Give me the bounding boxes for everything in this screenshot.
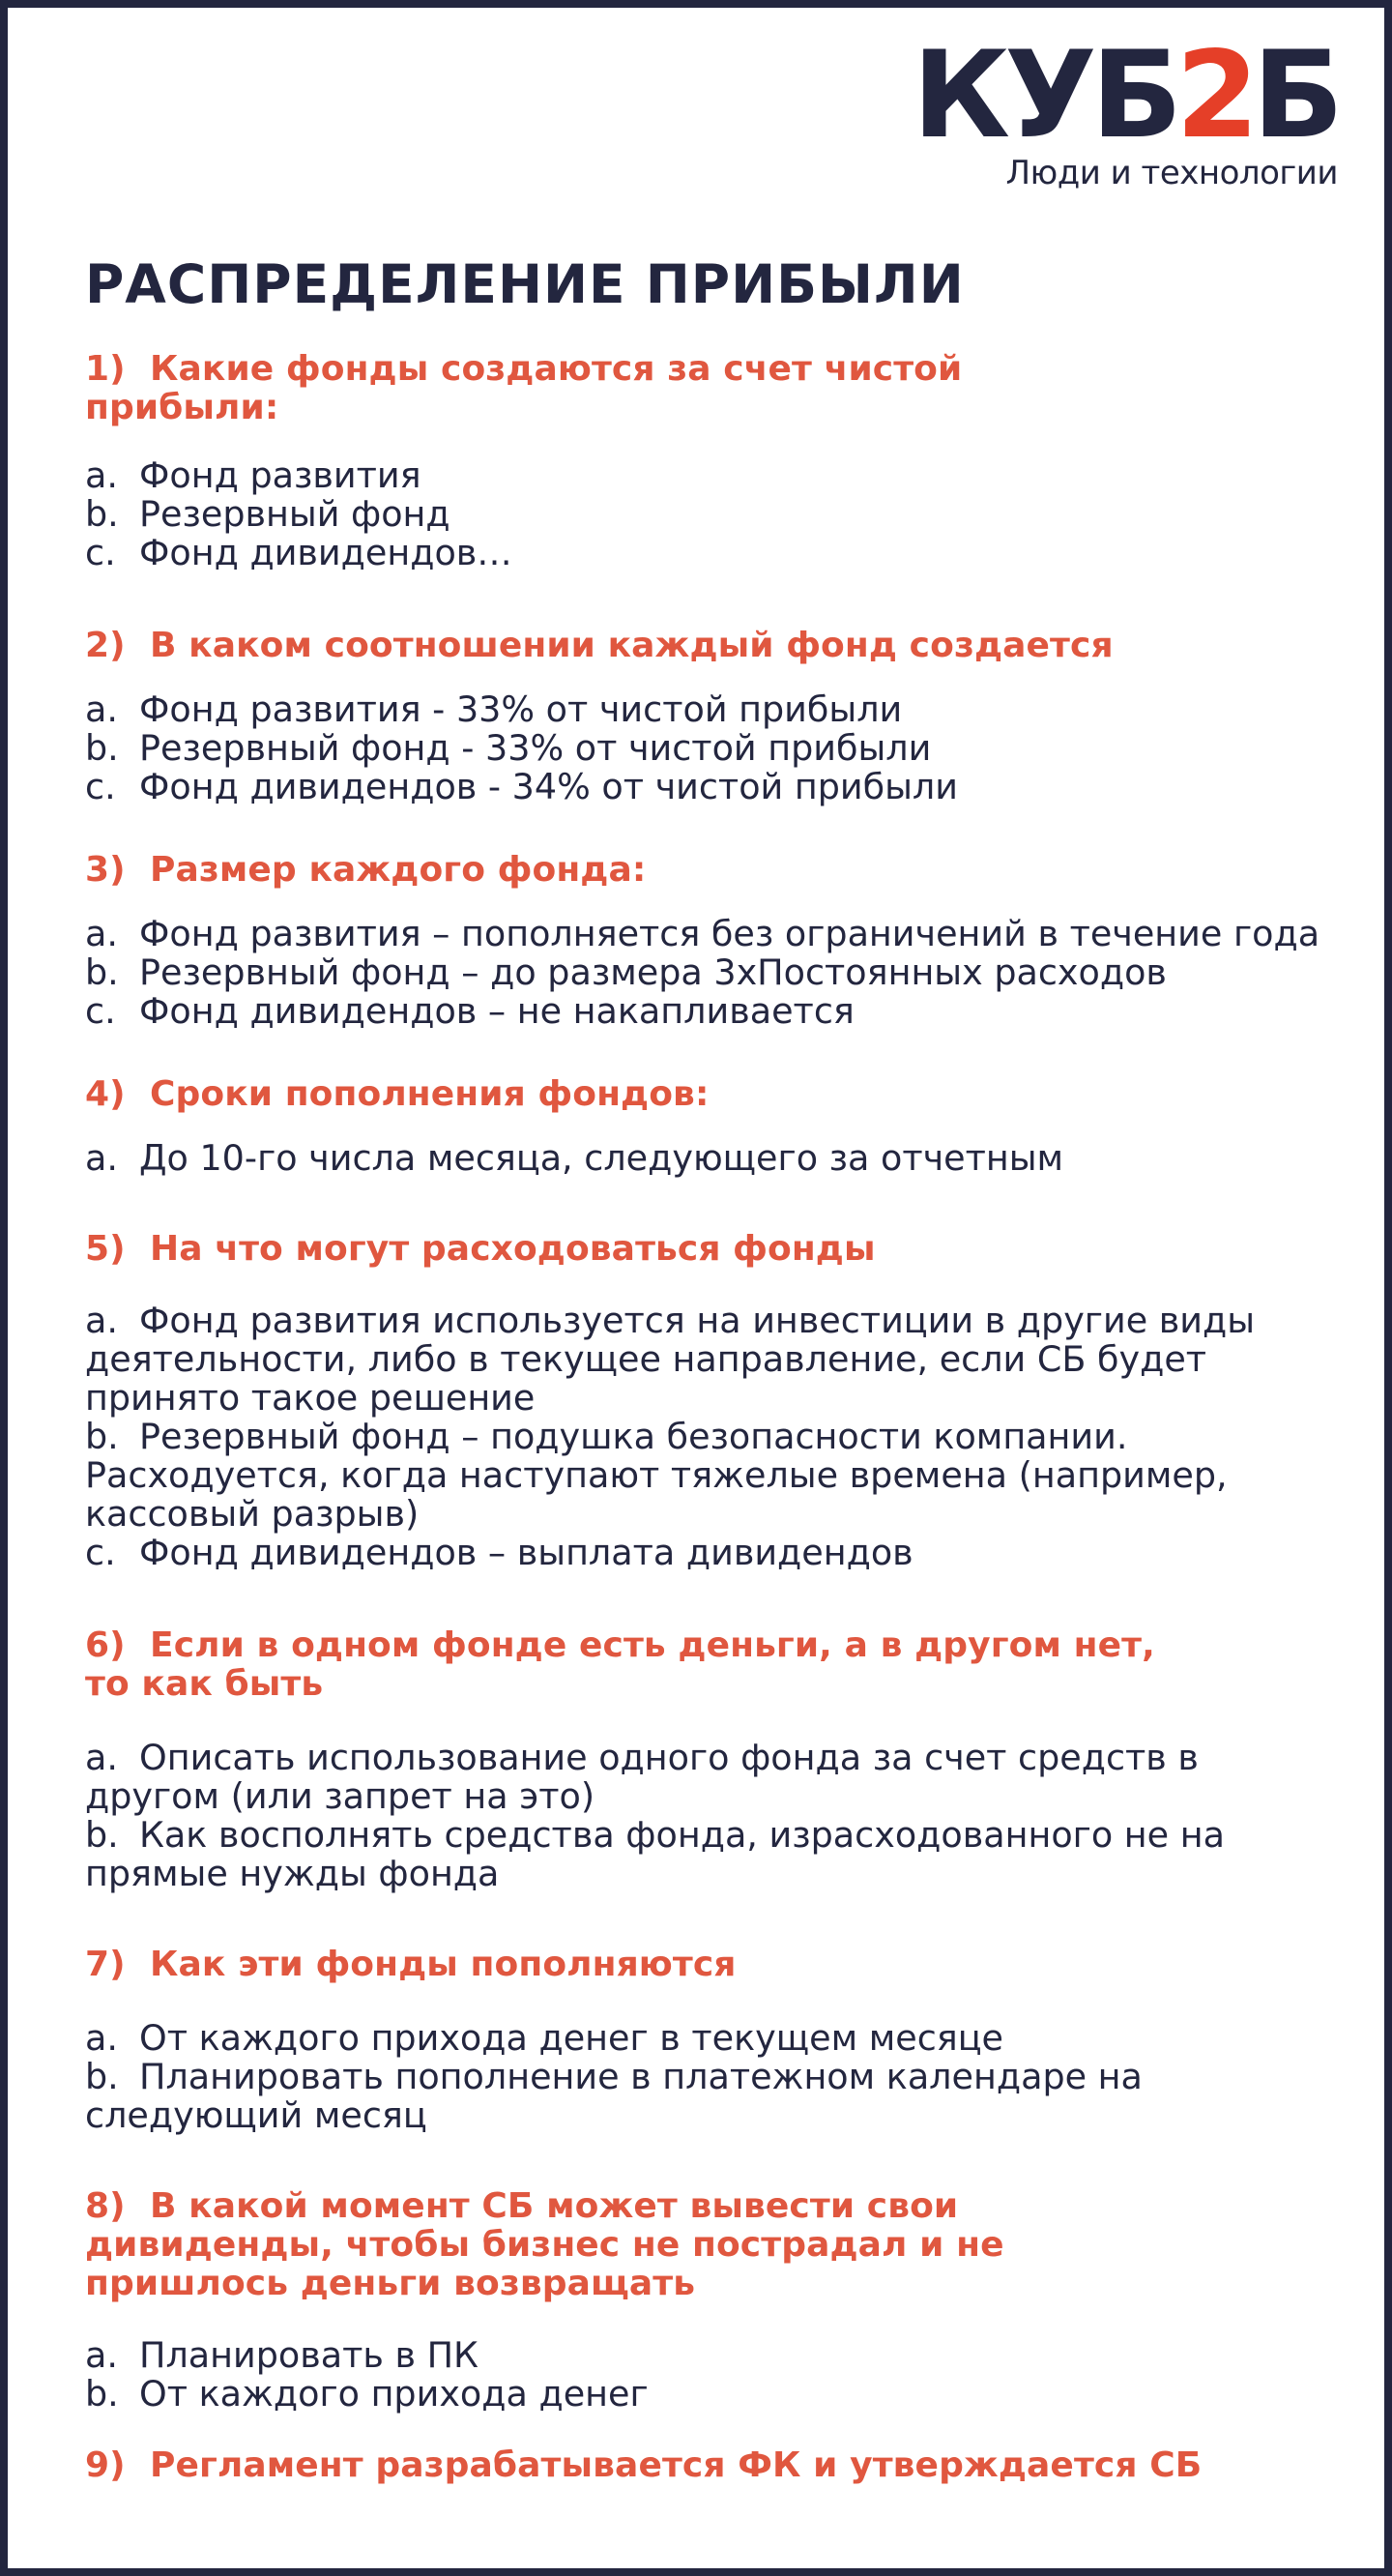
question-number: 3) — [85, 850, 126, 890]
logo-text-left: КУБ — [912, 26, 1177, 165]
question-number: 7) — [85, 1945, 126, 1984]
answer-list — [85, 1739, 1322, 1893]
answer-marker: a. — [85, 1137, 118, 1179]
section-4 — [85, 1075, 1322, 1178]
answer-text: Резервный фонд - 33% от чистой прибыли — [139, 727, 932, 769]
answer-item — [85, 534, 1322, 572]
question-number: 8) — [85, 2186, 126, 2226]
logo-wordmark — [912, 26, 1338, 165]
answer-item — [85, 495, 1322, 534]
answer-text: От каждого прихода денег в текущем месяце — [139, 2017, 1004, 2059]
question-number: 2) — [85, 626, 126, 665]
question-text: Сроки пополнения фондов: — [150, 1074, 710, 1114]
answer-marker: c. — [85, 990, 116, 1032]
answer-marker: b. — [85, 1416, 119, 1457]
answer-marker: b. — [85, 1814, 119, 1856]
question-text: В каком соотношении каждый фонд создается — [150, 626, 1114, 665]
answer-item — [85, 456, 1322, 495]
section-9 — [85, 2446, 1322, 2485]
answer-item — [85, 2375, 1322, 2414]
answer-text: Планировать в ПК — [139, 2334, 478, 2376]
answer-text: Фонд дивидендов… — [139, 532, 512, 573]
answer-list — [85, 456, 1322, 572]
answer-text: Как восполнять средства фонда, израсходованного не на прямые нужды фонда — [85, 1814, 1225, 1894]
answer-marker: a. — [85, 1300, 118, 1341]
question-number: 5) — [85, 1229, 126, 1269]
question-heading — [85, 2446, 1322, 2485]
section-6 — [85, 1626, 1322, 1893]
question-text: Какие фонды создаются за счет чистой прибыли: — [85, 349, 963, 427]
question-number: 1) — [85, 349, 126, 389]
answer-item — [85, 2019, 1322, 2058]
answer-marker: b. — [85, 727, 119, 769]
answer-marker: b. — [85, 951, 119, 993]
question-number: 4) — [85, 1074, 126, 1114]
section-5 — [85, 1230, 1322, 1572]
answer-marker: a. — [85, 454, 118, 496]
answer-item — [85, 1739, 1322, 1816]
answer-marker: a. — [85, 2017, 118, 2059]
brand-logo — [912, 26, 1338, 193]
section-1 — [85, 350, 1322, 572]
answer-text: Резервный фонд – до размера 3хПостоянных расходов — [139, 951, 1167, 993]
answer-item — [85, 729, 1322, 768]
question-heading — [85, 1626, 1168, 1704]
question-heading — [85, 1230, 1322, 1269]
question-heading — [85, 350, 984, 427]
answer-item — [85, 1302, 1322, 1418]
answer-marker: c. — [85, 766, 116, 807]
answer-text: Резервный фонд — [139, 493, 450, 535]
answer-text: Фонд развития используется на инвестиции в другие виды деятельности, либо в текущее направление, если СБ будет принято такое решение — [85, 1300, 1256, 1419]
answer-item — [85, 2058, 1322, 2135]
answer-marker: a. — [85, 913, 118, 954]
answer-marker: a. — [85, 1737, 118, 1778]
answer-item — [85, 992, 1322, 1031]
answer-text: До 10-го числа месяца, следующего за отчетным — [139, 1137, 1064, 1179]
answer-item — [85, 953, 1322, 992]
section-2 — [85, 627, 1322, 806]
answer-item — [85, 1534, 1322, 1572]
answer-text: Фонд дивидендов - 34% от чистой прибыли — [139, 766, 958, 807]
answer-item — [85, 768, 1322, 806]
question-heading — [85, 2187, 1052, 2303]
answer-item — [85, 690, 1322, 729]
section-3 — [85, 851, 1322, 1031]
answer-list — [85, 1139, 1322, 1178]
answer-text: Фонд развития – пополняется без ограничений в течение года — [139, 913, 1320, 954]
question-heading — [85, 627, 1322, 665]
question-number: 9) — [85, 2445, 126, 2485]
section-8 — [85, 2187, 1322, 2414]
answer-text: Фонд дивидендов – не накапливается — [139, 990, 855, 1032]
answer-text: Фонд развития - 33% от чистой прибыли — [139, 688, 903, 730]
answer-list — [85, 915, 1322, 1031]
answer-list — [85, 2019, 1322, 2135]
answer-text: Фонд развития — [139, 454, 421, 496]
answer-text: Описать использование одного фонда за счет средств в другом (или запрет на это) — [85, 1737, 1199, 1817]
question-text: Как эти фонды пополняются — [150, 1945, 737, 1984]
answer-item — [85, 1816, 1322, 1893]
answer-item — [85, 1139, 1322, 1178]
question-text: Регламент разрабатывается ФК и утверждается СБ — [150, 2445, 1203, 2485]
question-text: На что могут расходоваться фонды — [150, 1229, 876, 1269]
answer-marker: a. — [85, 688, 118, 730]
section-7 — [85, 1946, 1322, 2135]
sections-list — [85, 350, 1322, 2485]
answer-text: Резервный фонд – подушка безопасности компании. Расходуется, когда наступают тяжелые времена (например, кассовый разрыв) — [85, 1416, 1228, 1535]
answer-text: От каждого прихода денег — [139, 2373, 649, 2415]
question-heading — [85, 851, 1322, 890]
answer-text: Фонд дивидендов – выплата дивидендов — [139, 1532, 914, 1573]
answer-text: Планировать пополнение в платежном календаре на следующий месяц — [85, 2056, 1143, 2136]
question-text: Размер каждого фонда: — [150, 850, 647, 890]
page-title: РАСПРЕДЕЛЕНИЕ ПРИБЫЛИ — [85, 253, 965, 315]
logo-accent-digit: 2 — [1175, 26, 1254, 165]
answer-marker: c. — [85, 1532, 116, 1573]
question-heading — [85, 1946, 1322, 1984]
answer-list — [85, 690, 1322, 806]
answer-marker: b. — [85, 2056, 119, 2097]
question-text: Если в одном фонде есть деньги, а в другом нет, то как быть — [85, 1625, 1155, 1704]
answer-list — [85, 1302, 1322, 1572]
answer-item — [85, 2336, 1322, 2375]
answer-marker: b. — [85, 493, 119, 535]
answer-marker: a. — [85, 2334, 118, 2376]
question-number: 6) — [85, 1625, 126, 1665]
question-text: В какой момент СБ может вывести свои дивиденды, чтобы бизнес не пострадал и не пришлось деньги возвращать — [85, 2186, 1004, 2303]
answer-marker: c. — [85, 532, 116, 573]
logo-tagline: Люди и технологии — [1005, 154, 1338, 193]
logo-text-right: Б — [1252, 26, 1338, 165]
answer-list — [85, 2336, 1322, 2414]
answer-item — [85, 1418, 1322, 1534]
answer-marker: b. — [85, 2373, 119, 2415]
answer-item — [85, 915, 1322, 953]
question-heading — [85, 1075, 1322, 1114]
